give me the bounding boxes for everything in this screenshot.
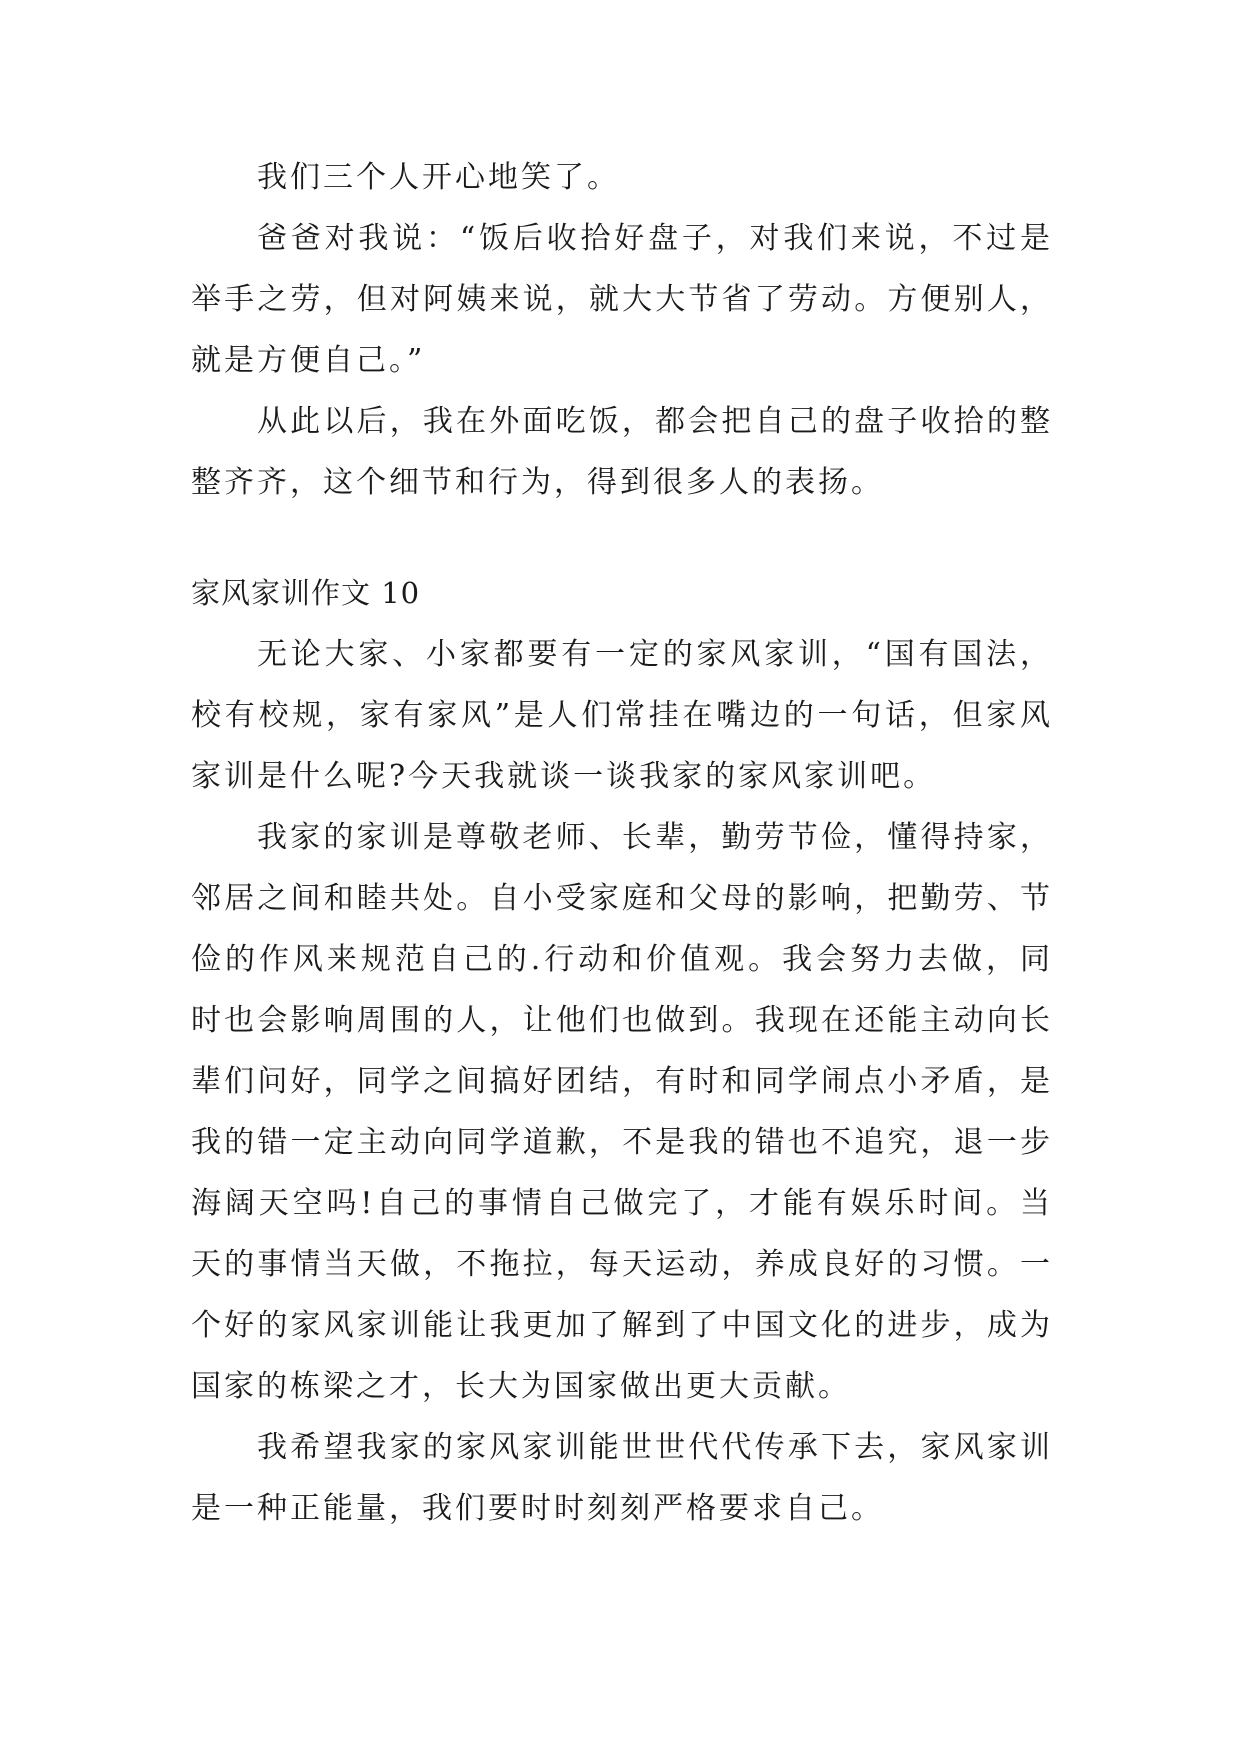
- paragraph: 从此以后，我在外面吃饭，都会把自己的盘子收拾的整整齐齐，这个细节和行为，得到很多人的表扬。: [191, 404, 1053, 500]
- paragraph: 我们三个人开心地笑了。: [257, 160, 620, 195]
- paragraph: 我希望我家的家风家训能世世代代传承下去，家风家训是一种正能量，我们要时时刻刻严格要求自己。: [191, 1430, 1053, 1526]
- essay-body: [191, 624, 1053, 1539]
- paragraph: 无论大家、小家都要有一定的家风家训，“国有国法，校有校规，家有家风”是人们常挂在嘴边的一句话，但家风家训是什么呢?今天我就谈一谈我家的家风家训吧。: [191, 637, 1053, 794]
- paragraph: 我家的家训是尊敬老师、长辈，勤劳节俭，懂得持家，邻居之间和睦共处。自小受家庭和父母的影响，把勤劳、节俭的作风来规范自己的.行动和价值观。我会努力去做，同时也会影响周围的人，让他们也做到。我现在还能主动向长辈们问好，同学之间搞好团结，有时和同学闹点小矛盾，是我的错一定主动向同学道歉，不是我的错也不追究，退一步海阔天空吗!自己的事情自己做完了，才能有娱乐时间。当天的事情当天做，不拖拉，每天运动，养成良好的习惯。一个好的家风家训能让我更加了解到了中国文化的进步，成为国家的栋梁之才，长大为国家做出更大贡献。: [191, 820, 1053, 1404]
- essay-title: 家风家训作文 10: [191, 576, 421, 610]
- paragraph: 爸爸对我说：“饭后收拾好盘子，对我们来说，不过是举手之劳，但对阿姨来说，就大大节省了劳动。方便别人，就是方便自己。”: [191, 221, 1053, 378]
- essay-continuation: [191, 147, 1053, 513]
